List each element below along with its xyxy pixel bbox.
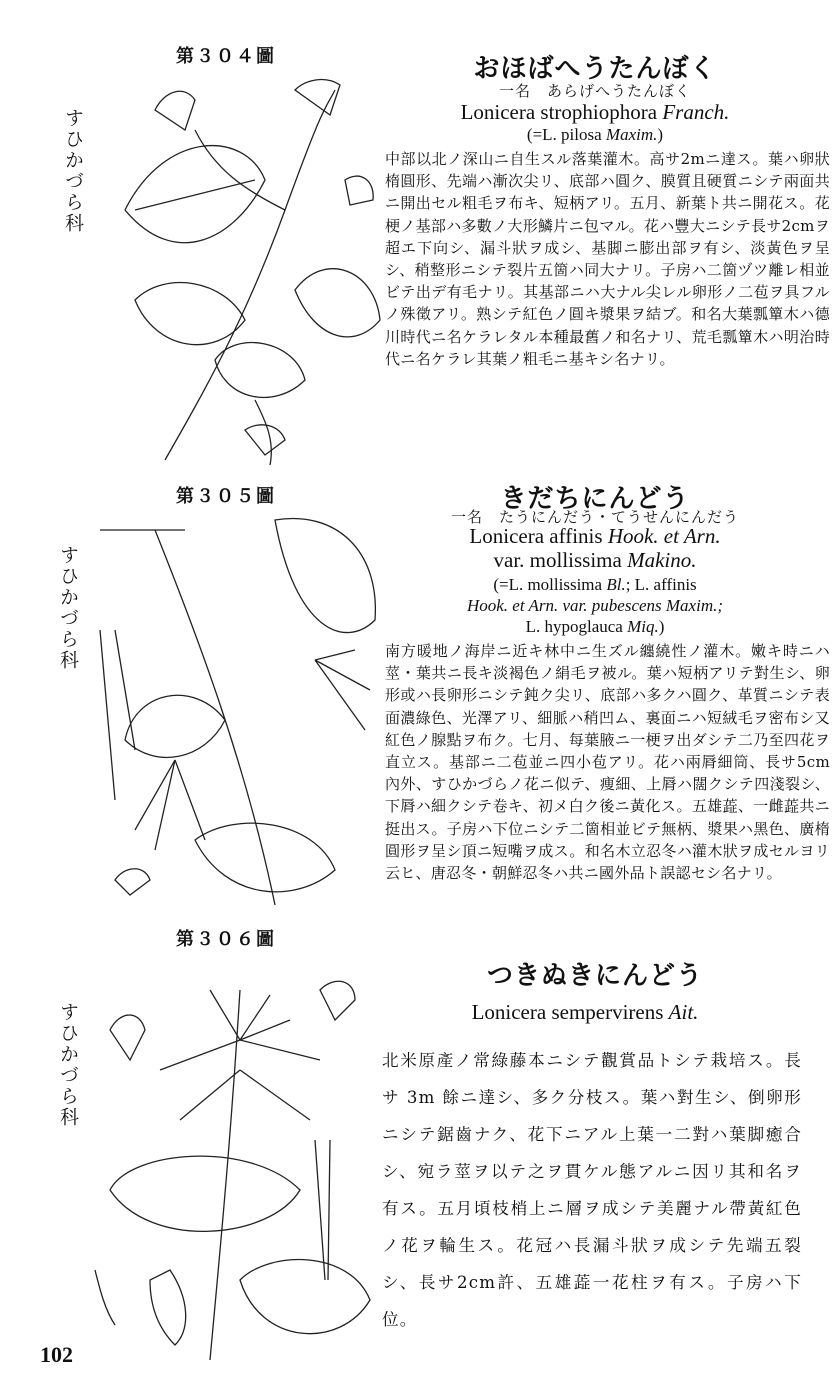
illustration-304 <box>95 70 385 470</box>
family-label-306: すひかづら科 <box>57 1002 79 1128</box>
latin-author: Bl. <box>606 575 626 594</box>
species-alias-304: 一名 あらげへうたんぼく <box>498 82 691 100</box>
latin-text: var. mollissima <box>493 548 628 572</box>
family-label-304: すひかづら科 <box>62 108 84 234</box>
illustration-306 <box>90 950 390 1370</box>
latin-synonym-305 <box>375 574 815 637</box>
latin-text: (=L. mollissima <box>493 575 607 594</box>
latin-author: Franch. <box>662 100 730 124</box>
latin-line <box>375 524 815 548</box>
species-title-306: つきぬきにんどう <box>486 961 703 991</box>
page-number: 102 <box>40 1342 73 1367</box>
description-306: 北米原產ノ常綠藤本ニシテ觀賞品トシテ栽培ス。長サ 3m 餘ニ達シ、多ク分枝ス。葉ハ對生シ、倒卵形ニシテ鋸齒ナク、花下ニアル上葉一二對ハ葉脚癒合シ、宛ラ莖ヲ以テ之ヲ貫ケル態アルニ因リ其和名ヲ有ス。五月頃枝梢上ニ層ヲ成シテ美麗ナル帶黃紅色ノ花ヲ輪生ス。花冠ハ長漏斗狀ヲ成シテ先端五裂シ、長サ2cm許、五雄蕋一花柱ヲ有ス。子房ハ下位。 <box>382 1051 802 1329</box>
latin-text: Hook. et Arn. var. pubescens Maxim.; <box>466 596 724 615</box>
latin-author: Miq. <box>627 617 659 636</box>
latin-name-305 <box>375 524 815 572</box>
latin-text: (=L. pilosa <box>526 125 606 144</box>
latin-tail: ) <box>658 617 665 636</box>
latin-name-304 <box>375 100 815 124</box>
species-title-304: おほばへうたんぼく <box>473 54 717 84</box>
latin-author: Maxim. <box>605 125 658 144</box>
latin-line <box>375 574 815 595</box>
latin-text: Lonicera strophiophora <box>460 100 663 124</box>
latin-author: Hook. et Arn. <box>607 524 721 548</box>
latin-text: L. hypoglauca <box>525 617 628 636</box>
figure-label-306: 第３０６圖 <box>176 929 276 950</box>
latin-line <box>375 616 815 637</box>
latin-line <box>375 595 815 616</box>
latin-line <box>375 100 815 124</box>
latin-tail: ) <box>657 125 664 144</box>
species-title-305: きだちにんどう <box>500 484 690 514</box>
latin-synonym-304 <box>375 124 815 145</box>
description-305: 南方暖地ノ海岸ニ近キ林中ニ生ズル纏繞性ノ灌木。嫩キ時ニハ莖・葉共ニ長キ淡褐色ノ絹毛ヲ被ル。葉ハ短柄アリテ對生シ、卵形或ハ長卵形ニシテ鈍ク尖リ、底部ハ多クハ圓ク、革質ニシテ表面濃綠色、光澤アリ、細脈ハ稍凹ム、裏面ニハ短絨毛ヲ密布シ又紅色ノ腺點ヲ布ク。七月、每葉腋ニ一梗ヲ出ダシテ二乃至四花ヲ直立ス。基部ニ二苞並ニ四小苞アリ。花ハ兩脣細筒、長サ5cm內外、すひかづらノ花ニ似テ、痩細、上脣ハ闊クシテ四淺裂シ、下脣ハ細クシテ卷キ、初メ白ク後ニ黃化ス。五雄蕋、一雌蕋共ニ挺出ス。子房ハ下位ニシテ二箇相並ビテ無柄、漿果ハ黑色、廣楕圓形ヲ呈シ頂ニ短嘴ヲ成ス。和名木立忍冬ハ灌木狀ヲ成セルヨリ云ヒ、唐忍冬・朝鮮忍冬ハ共ニ國外品ト誤認セシ名ナリ。 <box>385 642 830 883</box>
figure-label-304: 第３０４圖 <box>176 46 276 67</box>
species-alias-305: 一名 たうにんだう・てうせんにんだう <box>450 508 739 526</box>
latin-text: Lonicera affinis <box>469 524 608 548</box>
family-label-305: すひかづら科 <box>57 545 79 671</box>
latin-author: Makino. <box>627 548 697 572</box>
illustration-305 <box>95 510 385 910</box>
description-304: 中部以北ノ深山ニ自生スル落葉灌木。高サ2mニ達ス。葉ハ卵狀楕圓形、先端ハ漸次尖リ、底部ハ圓ク、膜質且硬質ニシテ兩面共ニ開出セル粗毛ヲ布キ、短柄アリ。五月、新葉ト共ニ開花ス。花梗ノ基部ハ多數ノ大形鱗片ニ包マル。花ハ豐大ニシテ長サ2cmヲ超エ下向シ、漏斗狀ヲ成シ、基脚ニ膨出部ヲ有シ、淡黃色ヲ呈シ、稍整形ニシテ裂片五箇ハ同大ナリ。子房ハ二箇ヅツ離レ相並ビテ出デ有毛ナリ。其基部ニハ大ナル尖レル卵形ノ二苞ヲ具フルノ殊徵アリ。熟シテ紅色ノ圓キ漿果ヲ結ブ。和名大葉瓢簞木ハ德川時代ニ名ケラレタル本種最舊ノ和名ナリ、荒毛瓢簞木ハ明治時代ニ名ケラレ其葉ノ粗毛ニ基キシ名ナリ。 <box>385 150 830 368</box>
latin-tail: ; L. affinis <box>625 575 697 594</box>
latin-author: Ait. <box>668 1000 699 1024</box>
latin-line <box>375 548 815 572</box>
latin-name-306 <box>365 1000 805 1024</box>
latin-text: Lonicera sempervirens <box>471 1000 669 1024</box>
figure-label-305: 第３０５圖 <box>176 486 276 507</box>
